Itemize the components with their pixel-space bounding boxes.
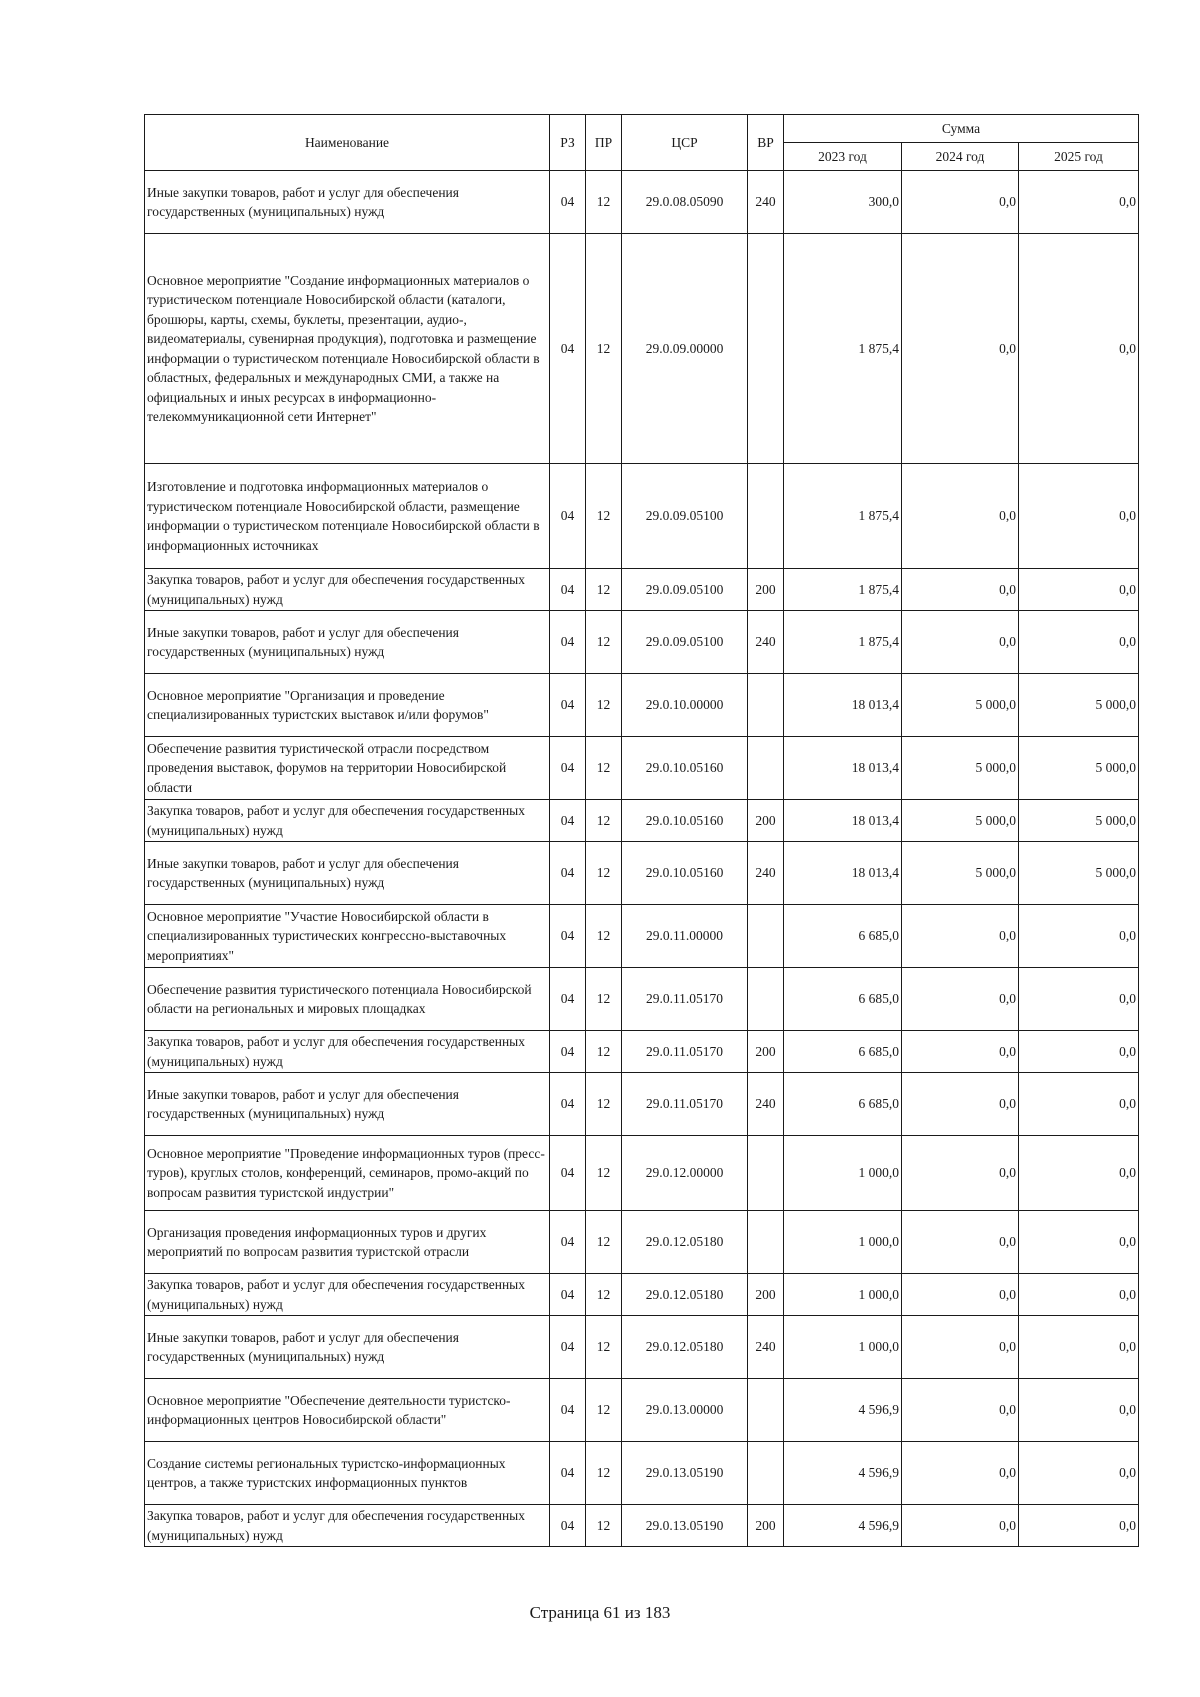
header-2025: 2025 год	[1019, 143, 1139, 171]
row-csr: 29.0.13.05190	[622, 1442, 748, 1505]
row-sum-2025: 5 000,0	[1019, 842, 1139, 905]
row-name: Организация проведения информационных туров и других мероприятий по вопросам развития туристской отрасли	[145, 1211, 550, 1274]
row-vr	[748, 905, 784, 968]
row-vr: 240	[748, 842, 784, 905]
row-rz: 04	[550, 569, 586, 611]
table-row	[145, 1031, 1139, 1073]
row-sum-2023: 1 875,4	[784, 234, 902, 464]
row-pr: 12	[586, 1316, 622, 1379]
row-sum-2023: 1 000,0	[784, 1316, 902, 1379]
row-sum-2023: 6 685,0	[784, 1031, 902, 1073]
row-name: Обеспечение развития туристической отрасли посредством проведения выставок, форумов на территории Новосибирской области	[145, 737, 550, 800]
row-vr: 240	[748, 611, 784, 674]
row-sum-2025: 0,0	[1019, 1442, 1139, 1505]
table-row	[145, 1379, 1139, 1442]
table-row	[145, 171, 1139, 234]
row-sum-2024: 5 000,0	[902, 842, 1019, 905]
row-name: Закупка товаров, работ и услуг для обеспечения государственных (муниципальных) нужд	[145, 1274, 550, 1316]
row-sum-2023: 1 875,4	[784, 569, 902, 611]
row-vr: 200	[748, 1505, 784, 1547]
row-name: Иные закупки товаров, работ и услуг для обеспечения государственных (муниципальных) нужд	[145, 1073, 550, 1136]
row-sum-2025: 0,0	[1019, 968, 1139, 1031]
table-row	[145, 905, 1139, 968]
row-sum-2025: 0,0	[1019, 905, 1139, 968]
row-csr: 29.0.12.05180	[622, 1274, 748, 1316]
header-2023: 2023 год	[784, 143, 902, 171]
table-row	[145, 1136, 1139, 1211]
row-name: Закупка товаров, работ и услуг для обеспечения государственных (муниципальных) нужд	[145, 1031, 550, 1073]
row-name: Основное мероприятие "Обеспечение деятельности туристско-информационных центров Новосибирской области"	[145, 1379, 550, 1442]
row-rz: 04	[550, 611, 586, 674]
row-sum-2025: 5 000,0	[1019, 674, 1139, 737]
row-sum-2024: 0,0	[902, 1379, 1019, 1442]
table-row	[145, 1211, 1139, 1274]
row-rz: 04	[550, 1316, 586, 1379]
row-pr: 12	[586, 1073, 622, 1136]
row-sum-2024: 0,0	[902, 1031, 1019, 1073]
row-csr: 29.0.11.05170	[622, 1031, 748, 1073]
row-vr	[748, 1379, 784, 1442]
row-name: Иные закупки товаров, работ и услуг для обеспечения государственных (муниципальных) нужд	[145, 842, 550, 905]
row-pr: 12	[586, 1136, 622, 1211]
table-row	[145, 1274, 1139, 1316]
table-row	[145, 611, 1139, 674]
row-sum-2025: 0,0	[1019, 1136, 1139, 1211]
row-rz: 04	[550, 1379, 586, 1442]
row-sum-2023: 1 875,4	[784, 464, 902, 569]
row-csr: 29.0.13.05190	[622, 1505, 748, 1547]
table-row	[145, 1073, 1139, 1136]
row-sum-2025: 0,0	[1019, 1379, 1139, 1442]
row-csr: 29.0.12.00000	[622, 1136, 748, 1211]
row-csr: 29.0.10.05160	[622, 737, 748, 800]
row-sum-2024: 0,0	[902, 1274, 1019, 1316]
row-sum-2024: 0,0	[902, 171, 1019, 234]
row-pr: 12	[586, 737, 622, 800]
row-pr: 12	[586, 1505, 622, 1547]
header-pr: ПР	[586, 115, 622, 171]
table-row	[145, 674, 1139, 737]
row-sum-2024: 0,0	[902, 1136, 1019, 1211]
row-sum-2023: 18 013,4	[784, 842, 902, 905]
row-sum-2025: 0,0	[1019, 234, 1139, 464]
row-vr: 240	[748, 171, 784, 234]
row-sum-2025: 0,0	[1019, 1316, 1139, 1379]
row-sum-2023: 18 013,4	[784, 800, 902, 842]
row-csr: 29.0.09.00000	[622, 234, 748, 464]
row-csr: 29.0.12.05180	[622, 1316, 748, 1379]
table-row	[145, 800, 1139, 842]
row-sum-2025: 0,0	[1019, 464, 1139, 569]
row-sum-2024: 0,0	[902, 1442, 1019, 1505]
row-pr: 12	[586, 1274, 622, 1316]
row-rz: 04	[550, 1031, 586, 1073]
row-sum-2024: 0,0	[902, 1316, 1019, 1379]
row-csr: 29.0.09.05100	[622, 569, 748, 611]
row-name: Иные закупки товаров, работ и услуг для обеспечения государственных (муниципальных) нужд	[145, 611, 550, 674]
row-pr: 12	[586, 611, 622, 674]
row-rz: 04	[550, 968, 586, 1031]
header-rz: РЗ	[550, 115, 586, 171]
row-rz: 04	[550, 1073, 586, 1136]
row-rz: 04	[550, 1505, 586, 1547]
row-rz: 04	[550, 1211, 586, 1274]
row-sum-2025: 0,0	[1019, 1505, 1139, 1547]
row-sum-2023: 4 596,9	[784, 1505, 902, 1547]
row-name: Закупка товаров, работ и услуг для обеспечения государственных (муниципальных) нужд	[145, 800, 550, 842]
row-sum-2025: 5 000,0	[1019, 737, 1139, 800]
row-csr: 29.0.13.00000	[622, 1379, 748, 1442]
table-row	[145, 464, 1139, 569]
row-pr: 12	[586, 800, 622, 842]
row-sum-2024: 0,0	[902, 569, 1019, 611]
row-sum-2025: 0,0	[1019, 569, 1139, 611]
row-sum-2023: 6 685,0	[784, 968, 902, 1031]
row-csr: 29.0.09.05100	[622, 464, 748, 569]
table-row	[145, 842, 1139, 905]
row-csr: 29.0.11.05170	[622, 968, 748, 1031]
table-row	[145, 737, 1139, 800]
row-sum-2024: 0,0	[902, 464, 1019, 569]
row-vr: 200	[748, 569, 784, 611]
row-rz: 04	[550, 171, 586, 234]
row-pr: 12	[586, 842, 622, 905]
row-sum-2025: 5 000,0	[1019, 800, 1139, 842]
row-rz: 04	[550, 1442, 586, 1505]
row-sum-2024: 0,0	[902, 1211, 1019, 1274]
row-pr: 12	[586, 464, 622, 569]
row-rz: 04	[550, 464, 586, 569]
row-rz: 04	[550, 1274, 586, 1316]
table-row	[145, 1316, 1139, 1379]
row-pr: 12	[586, 234, 622, 464]
row-sum-2025: 0,0	[1019, 1031, 1139, 1073]
row-rz: 04	[550, 800, 586, 842]
row-vr: 240	[748, 1316, 784, 1379]
row-pr: 12	[586, 1211, 622, 1274]
row-pr: 12	[586, 968, 622, 1031]
header-2024: 2024 год	[902, 143, 1019, 171]
table-row	[145, 1442, 1139, 1505]
row-pr: 12	[586, 905, 622, 968]
row-rz: 04	[550, 234, 586, 464]
row-name: Обеспечение развития туристического потенциала Новосибирской области на региональных и мировых площадках	[145, 968, 550, 1031]
row-sum-2024: 0,0	[902, 1505, 1019, 1547]
row-name: Основное мероприятие "Организация и проведение специализированных туристских выставок и/или форумов"	[145, 674, 550, 737]
row-vr	[748, 968, 784, 1031]
header-name: Наименование	[145, 115, 550, 171]
row-name: Создание системы региональных туристско-информационных центров, а также туристских информационных пунктов	[145, 1442, 550, 1505]
row-sum-2025: 0,0	[1019, 611, 1139, 674]
row-sum-2023: 18 013,4	[784, 737, 902, 800]
table-row	[145, 1505, 1139, 1547]
row-sum-2023: 1 000,0	[784, 1136, 902, 1211]
row-sum-2024: 0,0	[902, 968, 1019, 1031]
row-sum-2023: 1 875,4	[784, 611, 902, 674]
row-csr: 29.0.12.05180	[622, 1211, 748, 1274]
row-vr: 200	[748, 1274, 784, 1316]
row-rz: 04	[550, 1136, 586, 1211]
row-sum-2024: 5 000,0	[902, 800, 1019, 842]
row-vr: 240	[748, 1073, 784, 1136]
row-sum-2024: 0,0	[902, 611, 1019, 674]
row-pr: 12	[586, 1031, 622, 1073]
budget-table	[144, 114, 1139, 1547]
row-rz: 04	[550, 842, 586, 905]
row-csr: 29.0.10.05160	[622, 800, 748, 842]
row-name: Иные закупки товаров, работ и услуг для обеспечения государственных (муниципальных) нужд	[145, 1316, 550, 1379]
row-sum-2024: 0,0	[902, 1073, 1019, 1136]
row-name: Иные закупки товаров, работ и услуг для обеспечения государственных (муниципальных) нужд	[145, 171, 550, 234]
row-pr: 12	[586, 1379, 622, 1442]
row-vr	[748, 674, 784, 737]
header-csr: ЦСР	[622, 115, 748, 171]
row-csr: 29.0.08.05090	[622, 171, 748, 234]
row-sum-2025: 0,0	[1019, 1073, 1139, 1136]
row-rz: 04	[550, 905, 586, 968]
row-sum-2024: 0,0	[902, 234, 1019, 464]
row-vr: 200	[748, 800, 784, 842]
row-name: Основное мероприятие "Участие Новосибирской области в специализированных туристических конгрессно-выставочных мероприятиях"	[145, 905, 550, 968]
row-sum-2023: 1 000,0	[784, 1274, 902, 1316]
row-sum-2023: 6 685,0	[784, 905, 902, 968]
row-sum-2024: 5 000,0	[902, 674, 1019, 737]
row-vr	[748, 1211, 784, 1274]
row-sum-2023: 300,0	[784, 171, 902, 234]
page-number: Страница 61 из 183	[529, 1603, 671, 1622]
row-sum-2025: 0,0	[1019, 1211, 1139, 1274]
row-name: Закупка товаров, работ и услуг для обеспечения государственных (муниципальных) нужд	[145, 569, 550, 611]
row-csr: 29.0.10.00000	[622, 674, 748, 737]
row-sum-2023: 1 000,0	[784, 1211, 902, 1274]
row-vr	[748, 464, 784, 569]
row-sum-2023: 4 596,9	[784, 1442, 902, 1505]
row-sum-2024: 0,0	[902, 905, 1019, 968]
row-sum-2023: 6 685,0	[784, 1073, 902, 1136]
row-name: Закупка товаров, работ и услуг для обеспечения государственных (муниципальных) нужд	[145, 1505, 550, 1547]
row-sum-2025: 0,0	[1019, 171, 1139, 234]
row-vr: 200	[748, 1031, 784, 1073]
row-vr	[748, 1442, 784, 1505]
row-vr	[748, 1136, 784, 1211]
table-row	[145, 968, 1139, 1031]
row-csr: 29.0.11.00000	[622, 905, 748, 968]
row-rz: 04	[550, 737, 586, 800]
row-vr	[748, 737, 784, 800]
row-name: Основное мероприятие "Проведение информационных туров (пресс-туров), круглых столов, конференций, семинаров, промо-акций по вопросам развития туристской индустрии"	[145, 1136, 550, 1211]
table-row	[145, 569, 1139, 611]
row-csr: 29.0.09.05100	[622, 611, 748, 674]
row-csr: 29.0.10.05160	[622, 842, 748, 905]
row-csr: 29.0.11.05170	[622, 1073, 748, 1136]
row-rz: 04	[550, 674, 586, 737]
row-sum-2023: 18 013,4	[784, 674, 902, 737]
header-sum: Сумма	[784, 115, 1139, 143]
table-body	[145, 171, 1139, 1547]
row-name: Изготовление и подготовка информационных материалов о туристическом потенциале Новосибирской области, размещение информации о туристическом потенциале Новосибирской области в информационных источниках	[145, 464, 550, 569]
row-sum-2025: 0,0	[1019, 1274, 1139, 1316]
table-row	[145, 234, 1139, 464]
row-vr	[748, 234, 784, 464]
row-pr: 12	[586, 171, 622, 234]
row-sum-2024: 5 000,0	[902, 737, 1019, 800]
row-pr: 12	[586, 1442, 622, 1505]
row-name: Основное мероприятие "Создание информационных материалов о туристическом потенциале Новосибирской области (каталоги, брошюры, карты, схемы, буклеты, презентации, аудио-, видеоматериалы, сувенирная продукция), подготовка и размещение информации о туристическом потенциале Новосибирской области в областных, федеральных и международных СМИ, а также на официальных и иных ресурсах в информационно-телекоммуникационной сети Интернет"	[145, 234, 550, 464]
row-sum-2023: 4 596,9	[784, 1379, 902, 1442]
header-vr: ВР	[748, 115, 784, 171]
row-pr: 12	[586, 674, 622, 737]
row-pr: 12	[586, 569, 622, 611]
